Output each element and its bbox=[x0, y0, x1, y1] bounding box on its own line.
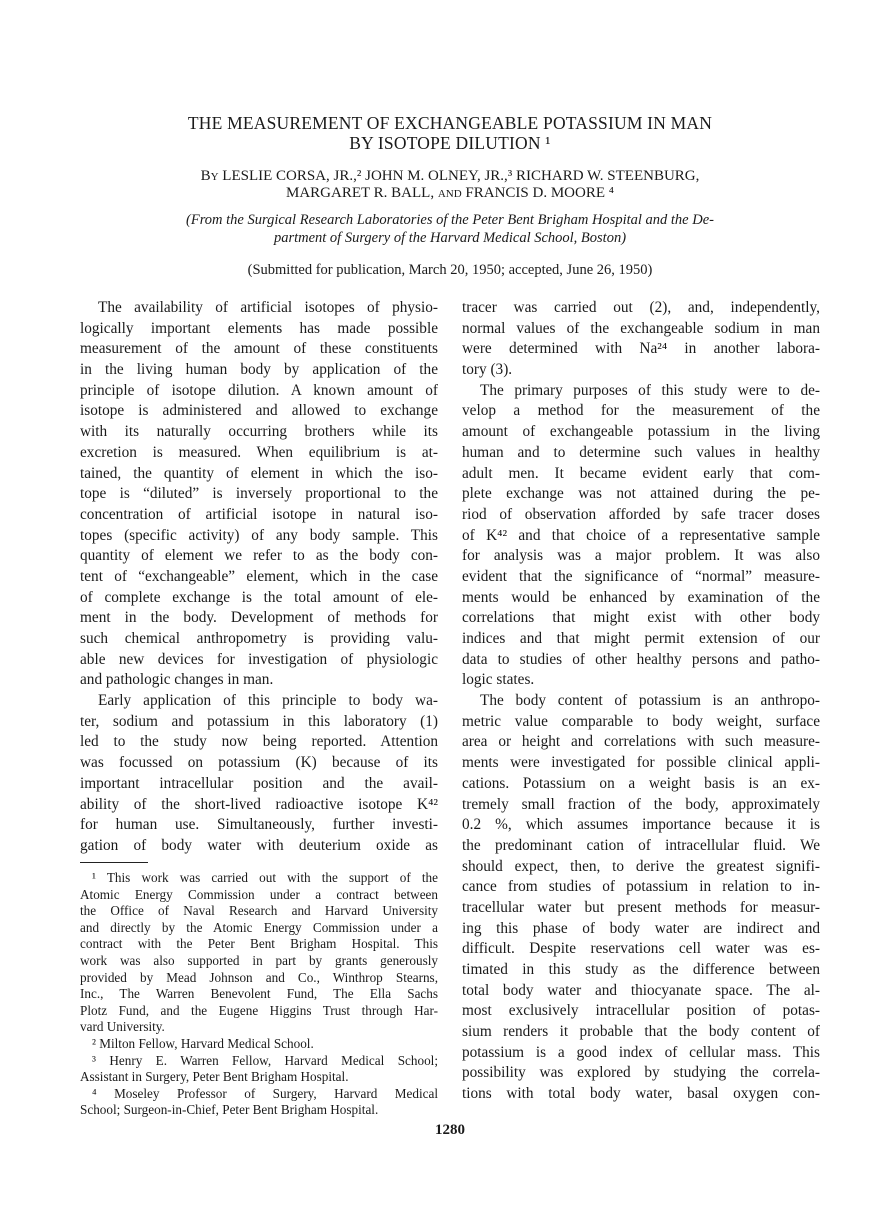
text-line: principle of isotope dilution. A known amount of bbox=[80, 381, 438, 399]
text-line: potassium is a good index of cellular mass. This bbox=[462, 1043, 820, 1061]
text-line: of complete exchange is the total amount of ele- bbox=[80, 588, 438, 606]
text-line: The body content of potassium is an anthropo- bbox=[480, 692, 820, 710]
text-line: and directly by the Atomic Energy Commission under a bbox=[80, 919, 438, 935]
text-line: was focussed on potassium (K) because of its bbox=[80, 754, 438, 772]
text-line: 0.2 %, which assumes importance because it is bbox=[462, 816, 820, 834]
page-number: 1280 bbox=[435, 1122, 465, 1138]
left-column-body bbox=[80, 298, 438, 857]
text-line: ments were investigated for possible clinical appli- bbox=[462, 754, 820, 772]
text-line: tracer was carried out (2), and, independently, bbox=[462, 299, 820, 316]
text-line: led to the study now being reported. Attention bbox=[80, 733, 438, 751]
text-line: provided by Mead Johnson and Co., Winthrop Stearns, bbox=[80, 969, 438, 985]
affiliation-line-1: (From the Surgical Research Laboratories of the Peter Bent Brigham Hospital and the De- bbox=[186, 212, 714, 228]
text-line: tope is “diluted” is inversely proportional to the bbox=[80, 485, 438, 503]
text-line: vard University. bbox=[80, 1019, 165, 1035]
text-line: tremely small fraction of the body, approximately bbox=[462, 795, 820, 813]
text-line: human and to determine such values in healthy bbox=[462, 443, 820, 461]
text-line: logically important elements has made possible bbox=[80, 319, 438, 337]
text-line: measurement of the amount of these constituents bbox=[80, 340, 438, 358]
footnote-divider bbox=[80, 862, 148, 863]
text-line: ing this phase of body water are indirect and bbox=[462, 919, 820, 937]
article-title-line-1: THE MEASUREMENT OF EXCHANGEABLE POTASSIUM IN MAN bbox=[187, 113, 713, 133]
text-line: data to studies of other healthy persons and patho- bbox=[462, 650, 820, 668]
paragraph bbox=[462, 691, 820, 1105]
text-line: gation of body water with deuterium oxide as bbox=[80, 836, 438, 854]
text-line: ter, sodium and potassium in this laboratory (1) bbox=[80, 712, 438, 730]
text-line: ments would be enhanced by examination of the bbox=[462, 588, 820, 606]
authors-line-1: By LESLIE CORSA, JR.,² JOHN M. OLNEY, JR.,³ RICHARD W. STEENBURG, bbox=[200, 168, 700, 184]
text-line: isotope is administered and allowed to exchange bbox=[80, 402, 438, 420]
text-line: should expect, then, to derive the greatest signifi- bbox=[462, 857, 820, 875]
text-line: metric value comparable to body weight, surface bbox=[462, 712, 820, 730]
text-line: the predominant cation of intracellular fluid. We bbox=[462, 836, 820, 854]
text-line: excretion is measured. When equilibrium is at- bbox=[80, 443, 438, 461]
text-line: with its naturally occurring brothers while its bbox=[80, 423, 438, 441]
text-line: tions with total body water, basal oxygen con- bbox=[462, 1085, 820, 1103]
text-line: tained, the quantity of element in which the iso- bbox=[80, 464, 438, 482]
footnote bbox=[80, 1086, 438, 1119]
authors-line-2: MARGARET R. BALL, and FRANCIS D. MOORE ⁴ bbox=[286, 185, 614, 201]
text-line: concentration of artificial isotope in natural iso- bbox=[80, 505, 438, 523]
affiliation-line-2: partment of Surgery of the Harvard Medical School, Boston) bbox=[273, 230, 627, 246]
text-line: velop a method for the measurement of the bbox=[462, 402, 820, 420]
text-line: tory (3). bbox=[462, 361, 513, 379]
text-line: Assistant in Surgery, Peter Bent Brigham Hospital. bbox=[80, 1069, 349, 1085]
text-line: contract with the Peter Bent Brigham Hospital. This bbox=[80, 936, 438, 952]
text-line: topes (specific activity) of any body sample. This bbox=[80, 526, 438, 544]
text-line: Plotz Fund, and the Eugene Higgins Trust through Har- bbox=[80, 1002, 438, 1018]
article-title-line-2: BY ISOTOPE DILUTION ¹ bbox=[349, 133, 551, 153]
text-line: Atomic Energy Commission under a contract between bbox=[80, 886, 438, 902]
text-line: most exclusively intracellular position of potas- bbox=[462, 1002, 820, 1020]
text-line: for analysis was a major problem. It was also bbox=[462, 547, 820, 565]
text-line: ¹ This work was carried out with the support of the bbox=[92, 870, 438, 885]
text-line: ² Milton Fellow, Harvard Medical School. bbox=[92, 1035, 314, 1051]
text-line: adult men. It became evident early that com- bbox=[462, 464, 820, 482]
text-line: ³ Henry E. Warren Fellow, Harvard Medical School; bbox=[92, 1052, 438, 1068]
text-line: timated in this study as the difference between bbox=[462, 961, 820, 978]
text-line: area or height and correlations with such measure- bbox=[462, 733, 820, 751]
text-line: work was also supported in part by grants generously bbox=[80, 952, 438, 968]
right-column-body bbox=[462, 298, 820, 1105]
text-line: able new devices for investigation of physiologic bbox=[80, 650, 438, 668]
text-line: Inc., The Warren Benevolent Fund, The Ella Sachs bbox=[80, 986, 438, 1002]
text-line: total body water and thiocyanate space. The al- bbox=[462, 981, 820, 999]
text-line: were determined with Na²⁴ in another labora- bbox=[462, 340, 820, 358]
text-line: sium renders it probable that the body content of bbox=[462, 1023, 820, 1041]
text-line: the Office of Naval Research and Harvard University bbox=[80, 903, 438, 919]
text-line: riod of observation afforded by safe tracer doses bbox=[462, 505, 820, 523]
text-line: amount of exchangeable potassium in the living bbox=[462, 423, 820, 441]
text-line: normal values of the exchangeable sodium in man bbox=[462, 319, 820, 337]
footnote bbox=[80, 870, 438, 1036]
paragraph bbox=[80, 298, 438, 691]
text-line: ⁴ Moseley Professor of Surgery, Harvard Medical bbox=[92, 1085, 438, 1101]
text-line: tracellular water but present methods for measur- bbox=[462, 898, 820, 916]
footnotes bbox=[80, 870, 438, 1119]
text-line: important intracellular position and the avail- bbox=[80, 774, 438, 792]
text-line: The availability of artificial isotopes of physio- bbox=[98, 299, 438, 316]
text-line: plete exchange was not attained during the pe- bbox=[462, 485, 820, 503]
text-line: tent of “exchangeable” element, which in the case bbox=[80, 567, 438, 585]
text-line: quantity of element we refer to as the body con- bbox=[80, 547, 438, 565]
text-line: The primary purposes of this study were to de- bbox=[480, 381, 820, 399]
text-line: ability of the short-lived radioactive isotope K⁴² bbox=[80, 795, 438, 813]
text-line: ment in the body. Development of methods for bbox=[80, 609, 438, 627]
text-line: cance from studies of potassium in relation to in- bbox=[462, 878, 820, 896]
text-line: correlations that might exist with other body bbox=[462, 609, 820, 627]
text-line: of K⁴² and that choice of a representative sample bbox=[462, 526, 820, 544]
text-line: indices and that might permit extension of our bbox=[462, 630, 820, 647]
text-line: difficult. Despite reservations cell water was es- bbox=[462, 940, 820, 958]
text-line: evident that the significance of “normal” measure- bbox=[462, 567, 820, 585]
text-line: for human use. Simultaneously, further investi- bbox=[80, 816, 438, 834]
text-line: cations. Potassium on a weight basis is an ex- bbox=[462, 774, 820, 792]
text-line: Early application of this principle to body wa- bbox=[98, 692, 438, 710]
footnote bbox=[80, 1053, 438, 1086]
footnote bbox=[80, 1036, 438, 1053]
paragraph bbox=[80, 691, 438, 857]
text-line: in the living human body by application of the bbox=[80, 361, 438, 379]
text-line: School; Surgeon-in-Chief, Peter Bent Brigham Hospital. bbox=[80, 1102, 379, 1118]
text-line: logic states. bbox=[462, 671, 535, 689]
text-line: and pathologic changes in man. bbox=[80, 671, 274, 689]
submission-dates: (Submitted for publication, March 20, 1950; accepted, June 26, 1950) bbox=[247, 262, 653, 278]
text-line: such chemical anthropometry is providing valu- bbox=[80, 630, 438, 647]
text-line: possibility was explored by studying the correla- bbox=[462, 1064, 820, 1082]
paragraph bbox=[462, 298, 820, 381]
paragraph bbox=[462, 381, 820, 691]
